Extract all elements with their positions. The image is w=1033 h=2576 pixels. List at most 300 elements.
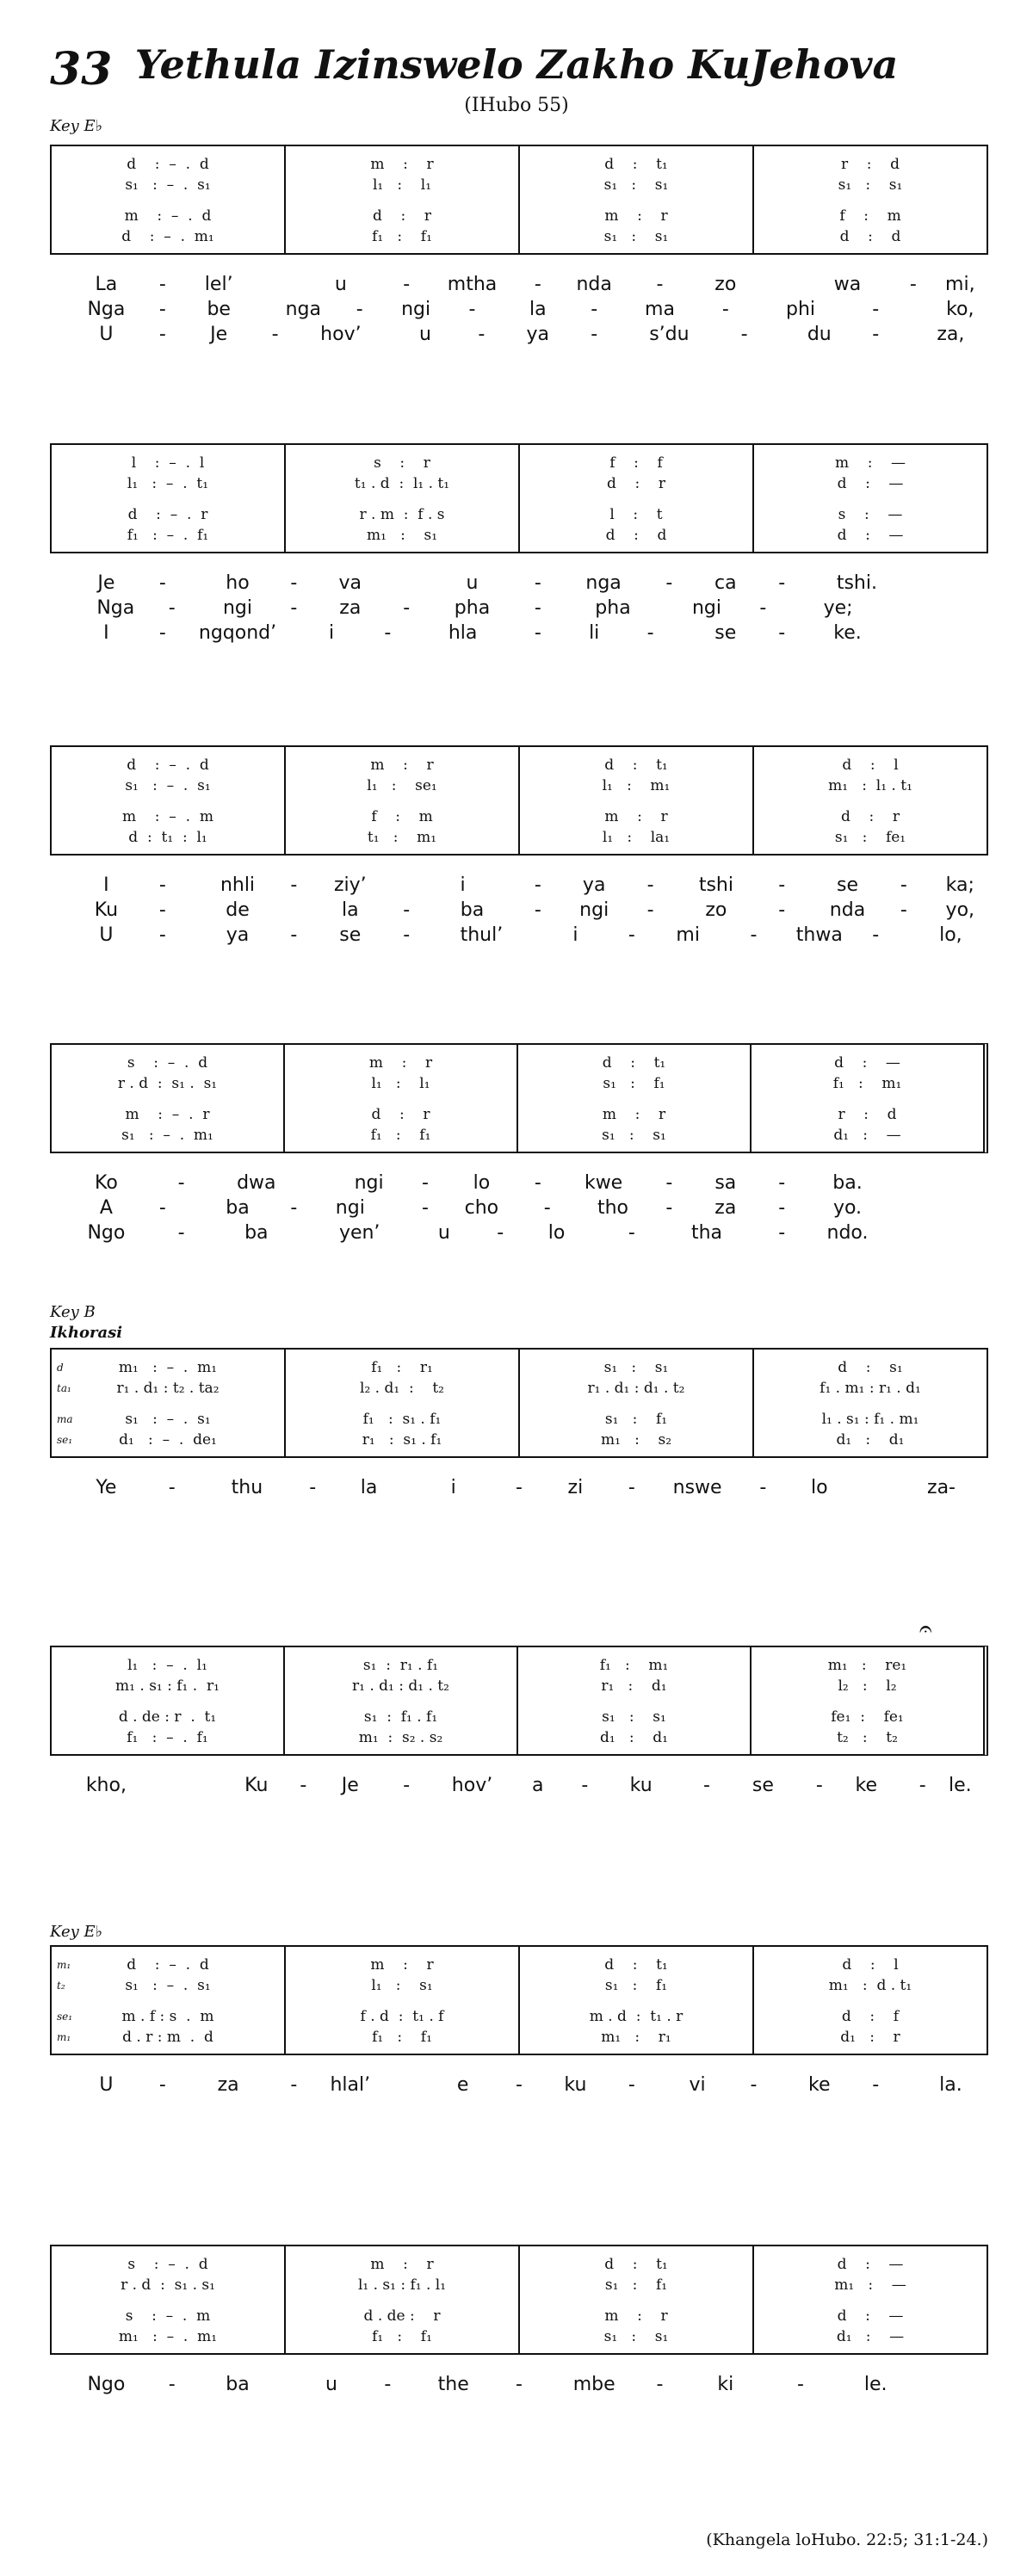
lyric-syllable: U <box>99 324 114 345</box>
score-system <box>50 145 988 255</box>
voice-notes: s₁ : – . s₁ <box>125 777 211 794</box>
voice-notes: t₂ : t₂ <box>837 1729 898 1746</box>
voice-notes: r : d <box>838 1106 897 1123</box>
lyric-syllable: tshi. <box>836 572 877 594</box>
syllable-hyphen: - <box>534 597 541 619</box>
voice-notes: f₁ : – . f₁ <box>127 1729 208 1746</box>
lyric-line <box>50 571 988 596</box>
lyric-line <box>50 2372 988 2397</box>
lyric-syllable: nswe <box>672 1477 722 1498</box>
voice-notes: s₁ : s₁ <box>603 176 669 194</box>
voice-notes: f₁ : s₁ . f₁ <box>362 1411 442 1428</box>
lyric-syllable: za, <box>937 324 965 345</box>
measure <box>750 1647 983 1754</box>
lyrics-block <box>50 1171 988 1245</box>
syllable-hyphen: - <box>900 874 907 896</box>
syllable-hyphen: - <box>158 874 166 896</box>
voice-notes: s₁ : s₁ <box>603 228 669 245</box>
voice-notes: f₁ : m₁ <box>599 1657 669 1674</box>
lyric-line <box>50 272 988 297</box>
voice-notes: s : – . d <box>127 1054 208 1072</box>
syllable-hyphen: - <box>591 299 598 320</box>
measure <box>52 747 284 854</box>
voice-notes: m : r <box>370 156 434 173</box>
lyric-syllable: Je <box>97 572 115 594</box>
voice-notes: s₁ : – . s₁ <box>125 176 211 194</box>
lyrics-block <box>50 1475 988 1500</box>
lyric-syllable: du <box>807 324 832 345</box>
voice-notes: t₁ . d : l₁ . t₁ <box>354 475 450 492</box>
lyric-syllable: ngi <box>691 597 722 619</box>
voice-notes: m₁ : s₂ <box>600 1431 672 1449</box>
voice-notes: f₁ : m₁ <box>832 1075 902 1092</box>
voice-notes: r₁ : d₁ <box>601 1677 667 1695</box>
syllable-hyphen: - <box>300 1775 307 1796</box>
hymn-number: 33 <box>50 43 113 96</box>
lyric-syllable: kho, <box>85 1775 127 1796</box>
lyric-syllable: se <box>714 622 737 644</box>
voice-notes: d : t₁ : l₁ <box>128 829 207 846</box>
syllable-hyphen: - <box>168 597 176 619</box>
lyric-syllable: i <box>328 622 335 644</box>
syllable-hyphen: - <box>403 597 411 619</box>
syllable-hyphen: - <box>158 622 166 644</box>
syllable-hyphen: - <box>628 924 635 946</box>
lyric-syllable: mi <box>676 924 700 946</box>
lyric-syllable: mbe <box>572 2374 615 2395</box>
syllable-hyphen: - <box>703 1775 710 1796</box>
voice-notes: d : – . d <box>127 156 209 173</box>
voice-notes: l₁ : – . l₁ <box>127 1657 207 1674</box>
voice-notes: f₁ : – . f₁ <box>127 527 209 544</box>
lyric-syllable: Je <box>341 1775 359 1796</box>
lyric-line <box>50 297 988 322</box>
voice-notes: m : r <box>604 207 668 225</box>
lyric-syllable: ndo. <box>826 1222 869 1244</box>
lyric-syllable: nda <box>576 274 612 295</box>
voice-notes: d : – . d <box>127 757 209 774</box>
syllable-hyphen: - <box>478 324 486 345</box>
voice-notes: s₁ : s₁ <box>603 1359 669 1376</box>
voice-notes: d . r : m . d <box>122 2029 213 2046</box>
syllable-hyphen: - <box>646 899 654 921</box>
lyric-syllable: u <box>437 1222 450 1244</box>
lyric-syllable: ku <box>629 1775 653 1796</box>
measure <box>518 2246 752 2353</box>
syllable-hyphen: - <box>872 2074 880 2096</box>
syllable-hyphen: - <box>468 299 476 320</box>
key-signature: Key E♭ <box>50 117 103 135</box>
syllable-hyphen: - <box>778 899 786 921</box>
lyric-syllable: ba <box>226 1197 250 1219</box>
syllable-hyphen: - <box>403 274 411 295</box>
measure <box>516 1045 750 1152</box>
voice-notes: l₂ . d₁ : t₂ <box>360 1380 444 1397</box>
voice-notes: l₁ . s₁ : f₁ . l₁ <box>357 2276 447 2294</box>
lyric-syllable: de <box>226 899 250 921</box>
score-system <box>50 1646 988 1756</box>
syllable-hyphen: - <box>534 622 541 644</box>
lyric-syllable: la <box>360 1477 378 1498</box>
lyric-syllable: tha <box>690 1222 723 1244</box>
voice-notes: r₁ . d₁ : d₁ . t₂ <box>587 1380 685 1397</box>
lyrics-block <box>50 2073 988 2097</box>
syllable-hyphen: - <box>909 274 917 295</box>
lyric-syllable: Je <box>210 324 228 345</box>
voice-label: se₁ <box>57 2011 73 2023</box>
voice-notes: f₁ : r₁ <box>371 1359 433 1376</box>
measure <box>52 2246 284 2353</box>
voice-notes: m : r <box>368 1054 433 1072</box>
voice-notes: f : f <box>609 454 663 472</box>
voice-notes: d : – . d <box>127 1956 209 1974</box>
measure <box>52 146 284 253</box>
voice-notes: s₁ : s₁ <box>603 2328 669 2345</box>
lyric-syllable: I <box>103 874 109 896</box>
lyric-syllable: wa <box>833 274 862 295</box>
measure <box>518 146 752 253</box>
syllable-hyphen: - <box>158 572 166 594</box>
lyric-syllable: phi <box>785 299 816 320</box>
voice-notes: r₁ : s₁ . f₁ <box>362 1431 442 1449</box>
syllable-hyphen: - <box>516 2374 523 2395</box>
lyric-syllable: ke <box>855 1775 878 1796</box>
chorus-label: Ikhorasi <box>50 1324 123 1342</box>
measure <box>52 1647 283 1754</box>
syllable-hyphen: - <box>721 299 729 320</box>
voice-notes: r . d : s₁ . s₁ <box>117 1075 218 1092</box>
lyric-syllable: ya <box>582 874 606 896</box>
lyric-syllable: la <box>342 899 359 921</box>
voice-notes: r : d <box>841 156 900 173</box>
voice-notes: s₁ : f₁ <box>604 1411 668 1428</box>
lyric-syllable: ba <box>244 1222 269 1244</box>
syllable-hyphen: - <box>750 2074 758 2096</box>
lyric-syllable: ya <box>526 324 550 345</box>
lyric-syllable: ziy’ <box>333 874 367 896</box>
voice-notes: d : d <box>839 228 901 245</box>
syllable-hyphen: - <box>158 1197 166 1219</box>
voice-notes: r . d : s₁ . s₁ <box>121 2276 215 2294</box>
voice-notes: d : l <box>842 1956 899 1974</box>
lyric-syllable: mi, <box>945 274 975 295</box>
voice-notes: l₁ : la₁ <box>602 829 671 846</box>
lyric-syllable: ka; <box>945 874 974 896</box>
voice-label: m₁ <box>57 2031 71 2043</box>
lyric-line <box>50 596 988 621</box>
lyric-syllable: nda <box>829 899 866 921</box>
measure <box>284 747 518 854</box>
syllable-hyphen: - <box>168 2374 176 2395</box>
voice-notes: m . d : t₁ . r <box>589 2008 684 2025</box>
voice-notes: d₁ : — <box>836 2328 905 2345</box>
voice-notes: s₁ : f₁ . f₁ <box>363 1708 438 1726</box>
syllable-hyphen: - <box>534 274 541 295</box>
lyric-syllable: ye; <box>823 597 853 619</box>
lyric-syllable: nga <box>285 299 321 320</box>
voice-notes: f₁ : f₁ <box>372 2029 432 2046</box>
voice-notes: t₁ : m₁ <box>367 829 437 846</box>
measure <box>284 445 518 552</box>
syllable-hyphen: - <box>534 899 541 921</box>
lyric-syllable: li <box>589 622 600 644</box>
syllable-hyphen: - <box>919 1775 926 1796</box>
voice-notes: d₁ : d₁ <box>836 1431 905 1449</box>
syllable-hyphen: - <box>403 924 411 946</box>
syllable-hyphen: - <box>872 324 880 345</box>
voice-notes: l : t <box>609 506 663 523</box>
lyric-syllable: La <box>95 274 118 295</box>
score-system <box>50 745 988 856</box>
lyric-syllable: yo, <box>945 899 975 921</box>
measure <box>518 1350 752 1456</box>
lyric-syllable: nga <box>585 572 622 594</box>
voice-notes: s : r <box>374 454 430 472</box>
voice-notes: d : — <box>837 2256 904 2273</box>
voice-notes: fe₁ : fe₁ <box>831 1708 904 1726</box>
syllable-hyphen: - <box>656 274 664 295</box>
lyric-syllable: le. <box>948 1775 972 1796</box>
score-system <box>50 1043 988 1153</box>
voice-notes: m : r <box>604 2307 668 2325</box>
voice-notes: s₁ : s₁ <box>602 1708 666 1726</box>
measure <box>752 445 987 552</box>
syllable-hyphen: - <box>646 622 654 644</box>
voice-notes: d : – . m₁ <box>121 228 214 245</box>
score-system <box>50 443 988 553</box>
voice-notes: s : — <box>838 506 903 523</box>
voice-notes: l₁ : se₁ <box>367 777 437 794</box>
voice-notes: d : — <box>837 475 904 492</box>
syllable-hyphen: - <box>158 2074 166 2096</box>
lyric-syllable: pha <box>595 597 631 619</box>
voice-notes: f : m <box>839 207 901 225</box>
lyric-syllable: lo, <box>939 924 962 946</box>
syllable-hyphen: - <box>403 1775 411 1796</box>
voice-notes: s₁ : s₁ <box>838 176 903 194</box>
syllable-hyphen: - <box>740 324 748 345</box>
voice-notes: d₁ : — <box>833 1127 901 1144</box>
lyric-syllable: Ku <box>244 1775 269 1796</box>
voice-notes: m₁ . s₁ : f₁ . r₁ <box>115 1677 220 1695</box>
voice-notes: d : t₁ <box>604 1956 668 1974</box>
lyric-line <box>50 1220 988 1245</box>
measure <box>752 146 987 253</box>
lyric-syllable: zo <box>705 899 727 921</box>
syllable-hyphen: - <box>384 622 392 644</box>
voice-notes: d . de : r . t₁ <box>118 1708 217 1726</box>
voice-notes: m : r <box>604 808 668 825</box>
voice-notes: d : d <box>605 527 667 544</box>
lyric-syllable: ngi <box>401 299 431 320</box>
lyric-syllable: s’du <box>649 324 690 345</box>
measure <box>284 2246 518 2353</box>
voice-label: ma <box>57 1413 73 1425</box>
syllable-hyphen: - <box>290 924 298 946</box>
lyric-syllable: thwa <box>795 924 843 946</box>
voice-notes: d : t₁ <box>604 2256 668 2273</box>
lyric-syllable: u <box>419 324 431 345</box>
lyric-line <box>50 873 988 898</box>
voice-notes: d₁ : r <box>840 2029 900 2046</box>
voice-notes: s₁ : s₁ <box>602 1127 666 1144</box>
lyric-syllable: u <box>325 2374 337 2395</box>
lyric-syllable: ho <box>226 572 250 594</box>
measure <box>52 1350 284 1456</box>
lyric-syllable: ngi <box>579 899 609 921</box>
lyric-syllable: Ngo <box>87 1222 126 1244</box>
syllable-hyphen: - <box>271 324 279 345</box>
lyric-syllable: se <box>339 924 362 946</box>
hymn-title: Yethula Izinswelo Zakho KuJehova <box>134 41 899 88</box>
lyric-syllable: Ko <box>94 1172 118 1194</box>
lyric-syllable: nhli <box>220 874 256 896</box>
voice-notes: m₁ : l₁ . t₁ <box>828 777 912 794</box>
voice-notes: r₁ . d₁ : d₁ . t₂ <box>352 1677 449 1695</box>
lyric-syllable: zi <box>567 1477 584 1498</box>
lyric-syllable: cho <box>464 1197 499 1219</box>
voice-notes: s : – . m <box>125 2307 211 2325</box>
measure <box>284 146 518 253</box>
syllable-hyphen: - <box>591 324 598 345</box>
syllable-hyphen: - <box>534 874 541 896</box>
voice-notes: d : — <box>837 2307 904 2325</box>
voice-notes: d : l <box>842 757 899 774</box>
syllable-hyphen: - <box>628 2074 635 2096</box>
voice-notes: m₁ : s₂ . s₂ <box>358 1729 443 1746</box>
syllable-hyphen: - <box>656 2374 664 2395</box>
lyric-syllable: se <box>837 874 858 896</box>
voice-notes: m : – . d <box>124 207 212 225</box>
lyric-syllable: Ngo <box>87 2374 126 2395</box>
lyric-syllable: A <box>99 1197 113 1219</box>
voice-notes: l₁ : m₁ <box>602 777 671 794</box>
lyric-syllable: sa <box>714 1172 737 1194</box>
voice-notes: m₁ : re₁ <box>827 1657 907 1674</box>
lyric-syllable: hov’ <box>451 1775 493 1796</box>
syllable-hyphen: - <box>290 1197 298 1219</box>
syllable-hyphen: - <box>309 1477 317 1498</box>
voice-notes: s₁ : – . s₁ <box>125 1411 211 1428</box>
voice-notes: m : r <box>602 1106 666 1123</box>
syllable-hyphen: - <box>356 299 363 320</box>
lyric-syllable: le. <box>863 2374 888 2395</box>
voice-notes: l₁ . s₁ : f₁ . m₁ <box>821 1411 919 1428</box>
voice-notes: d : r <box>841 808 900 825</box>
lyric-syllable: I <box>103 622 109 644</box>
syllable-hyphen: - <box>543 1197 551 1219</box>
lyric-syllable: the <box>437 2374 469 2395</box>
lyric-syllable: ba <box>226 2374 250 2395</box>
scripture-reference: (Khangela loHubo. 22:5; 31:1-24.) <box>706 2530 988 2549</box>
syllable-hyphen: - <box>581 1775 589 1796</box>
lyric-line <box>50 923 988 948</box>
measure <box>284 1350 518 1456</box>
lyric-syllable: lo <box>473 1172 491 1194</box>
voice-notes: d : r <box>373 207 431 225</box>
lyrics-block <box>50 1773 988 1798</box>
lyric-syllable: thul’ <box>460 924 504 946</box>
lyric-syllable: i <box>572 924 578 946</box>
voice-notes: f₁ . m₁ : r₁ . d₁ <box>820 1380 921 1397</box>
lyric-line <box>50 322 988 347</box>
syllable-hyphen: - <box>534 1172 541 1194</box>
lyric-syllable: dwa <box>237 1172 276 1194</box>
lyric-line <box>50 2073 988 2097</box>
voice-notes: m₁ : s₁ <box>366 527 438 544</box>
lyric-syllable: yen’ <box>338 1222 380 1244</box>
voice-notes: l₁ : l₁ <box>371 1075 430 1092</box>
voice-notes: s : – . d <box>127 2256 208 2273</box>
lyric-syllable: U <box>99 924 114 946</box>
lyric-syllable: ya <box>226 924 250 946</box>
hymn-subtitle: (IHubo 55) <box>464 95 569 116</box>
lyric-syllable: mtha <box>447 274 498 295</box>
voice-label: d <box>57 1362 64 1374</box>
voice-notes: d : s₁ <box>838 1359 903 1376</box>
voice-notes: d : – . r <box>127 506 208 523</box>
lyric-syllable: ngi <box>335 1197 365 1219</box>
fermata-mark: 𝄐 <box>919 1616 932 1642</box>
lyric-syllable: se <box>752 1775 774 1796</box>
measure <box>518 747 752 854</box>
voice-notes: d . de : r <box>363 2307 441 2325</box>
syllable-hyphen: - <box>158 899 166 921</box>
voice-notes: s₁ : fe₁ <box>834 829 906 846</box>
syllable-hyphen: - <box>403 899 411 921</box>
syllable-hyphen: - <box>872 924 880 946</box>
measure <box>752 1350 987 1456</box>
lyric-syllable: yo. <box>832 1197 863 1219</box>
lyric-syllable: va <box>338 572 362 594</box>
voice-notes: m₁ : – . m₁ <box>118 1359 218 1376</box>
syllable-hyphen: - <box>534 572 541 594</box>
voice-notes: d : — <box>837 527 904 544</box>
lyric-syllable: ba <box>460 899 485 921</box>
syllable-hyphen: - <box>290 2074 298 2096</box>
lyric-syllable: ngi <box>222 597 253 619</box>
syllable-hyphen: - <box>759 1477 767 1498</box>
lyric-syllable: ko, <box>946 299 974 320</box>
voice-notes: m₁ : – . m₁ <box>118 2328 218 2345</box>
measure <box>283 1647 516 1754</box>
syllable-hyphen: - <box>422 1197 429 1219</box>
lyric-syllable: lel’ <box>204 274 233 295</box>
lyric-syllable: ki <box>717 2374 734 2395</box>
voice-notes: m₁ : d . t₁ <box>828 1977 912 1994</box>
measure <box>518 1947 752 2054</box>
syllable-hyphen: - <box>290 874 298 896</box>
voice-notes: r₁ . d₁ : t₂ . ta₂ <box>116 1380 220 1397</box>
lyric-syllable: ku <box>564 2074 587 2096</box>
voice-notes: d : — <box>834 1054 900 1072</box>
measure <box>518 445 752 552</box>
syllable-hyphen: - <box>628 1477 635 1498</box>
voice-notes: m : r <box>370 1956 434 1974</box>
lyric-line <box>50 1475 988 1500</box>
voice-notes: r . m : f . s <box>359 506 445 523</box>
measure <box>284 1947 518 2054</box>
lyric-syllable: la. <box>939 2074 962 2096</box>
voice-notes: s₁ : f₁ <box>604 2276 668 2294</box>
lyric-syllable: lo <box>811 1477 828 1498</box>
syllable-hyphen: - <box>759 597 767 619</box>
syllable-hyphen: - <box>177 1222 185 1244</box>
lyric-syllable: hlal’ <box>330 2074 371 2096</box>
measure <box>750 1045 983 1152</box>
lyric-syllable: U <box>99 2074 114 2096</box>
lyric-syllable: la <box>529 299 547 320</box>
